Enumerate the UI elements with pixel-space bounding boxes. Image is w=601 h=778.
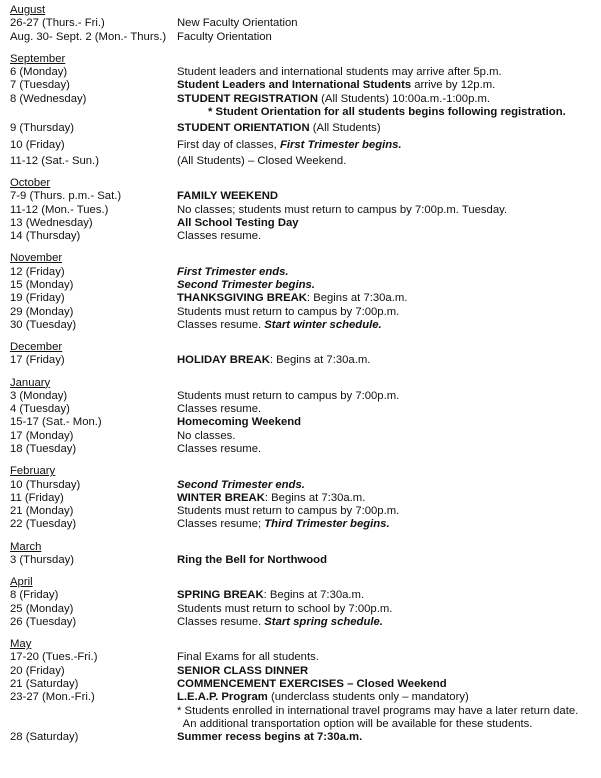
event-date: 22 (Tuesday) <box>10 518 77 531</box>
event-description <box>177 505 595 518</box>
event-text: WINTER BREAK <box>177 491 265 504</box>
event-text: Classes resume. <box>177 616 265 628</box>
event-date: 23-27 (Mon.-Fri.) <box>10 691 95 704</box>
event-description <box>177 204 595 217</box>
event-description <box>177 122 595 135</box>
event-text: No classes. <box>177 429 236 442</box>
event-description <box>177 266 595 279</box>
month-section-december <box>10 341 595 368</box>
calendar-row <box>10 217 595 230</box>
event-date: 25 (Monday) <box>10 602 74 615</box>
calendar-row <box>10 665 595 678</box>
calendar-row <box>10 204 595 217</box>
event-description <box>177 518 595 531</box>
event-description <box>177 319 595 332</box>
calendar-row <box>10 390 595 403</box>
calendar-row <box>10 403 595 416</box>
event-date: 9 (Thursday) <box>10 122 75 135</box>
calendar-row <box>10 589 595 602</box>
month-heading: August <box>10 4 46 16</box>
event-description <box>177 390 595 403</box>
event-date: Aug. 30- Sept. 2 (Mon.- Thurs.) <box>10 30 167 43</box>
event-description <box>177 79 595 92</box>
calendar-row <box>10 31 595 44</box>
calendar-row <box>10 66 595 79</box>
event-description <box>177 665 595 678</box>
month-section-september <box>10 53 595 168</box>
event-description <box>177 678 595 691</box>
event-note: * Students enrolled in international travel programs may have a later return date. <box>177 704 579 717</box>
event-description <box>177 691 595 731</box>
event-description <box>177 403 595 416</box>
calendar-row <box>10 306 595 319</box>
event-text: Students must return to campus by 7:00p.m. <box>177 389 400 402</box>
calendar-row <box>10 554 595 567</box>
event-date: 17-20 (Tues.-Fri.) <box>10 651 98 664</box>
calendar-row <box>10 416 595 429</box>
event-description <box>177 217 595 230</box>
event-description <box>177 479 595 492</box>
event-text: : Begins at 7:30a.m. <box>306 292 408 305</box>
event-description <box>177 93 595 120</box>
event-text: Student Leaders and International Students <box>177 79 412 92</box>
calendar-row <box>10 190 595 203</box>
event-text: Student leaders and international students may arrive after 5p.m. <box>177 66 502 79</box>
month-section-march <box>10 541 595 568</box>
event-date: 26-27 (Thurs.- Fri.) <box>10 17 105 30</box>
calendar-row <box>10 678 595 691</box>
event-text: Start spring schedule. <box>264 616 383 628</box>
month-section-february <box>10 465 595 531</box>
calendar-row <box>10 505 595 518</box>
event-text: Faculty Orientation <box>177 30 272 43</box>
event-text: First Trimester ends. <box>177 265 289 278</box>
event-date: 3 (Thursday) <box>10 553 75 566</box>
event-date: 6 (Monday) <box>10 66 68 79</box>
event-date: 8 (Friday) <box>10 589 59 602</box>
calendar-row <box>10 93 595 120</box>
event-date: 15-17 (Sat.- Mon.) <box>10 416 102 429</box>
academic-calendar <box>10 4 595 745</box>
calendar-row <box>10 354 595 367</box>
event-text: HOLIDAY BREAK <box>177 354 270 367</box>
calendar-row <box>10 603 595 616</box>
event-text: Classes resume. <box>177 230 262 243</box>
event-description <box>177 292 595 305</box>
month-heading: March <box>10 540 42 553</box>
event-text: First day of classes, <box>177 138 280 151</box>
calendar-row <box>10 122 595 135</box>
event-text: New Faculty Orientation <box>177 17 298 30</box>
event-date: 11 (Friday) <box>10 491 64 504</box>
event-date: 21 (Saturday) <box>10 678 79 691</box>
month-heading: May <box>10 638 32 651</box>
event-date: 28 (Saturday) <box>10 731 79 744</box>
calendar-row <box>10 139 595 152</box>
event-date: 10 (Thursday) <box>10 478 81 491</box>
event-date: 13 (Wednesday) <box>10 216 93 229</box>
event-date: 15 (Monday) <box>10 279 74 292</box>
event-description <box>177 554 595 567</box>
event-description <box>177 651 595 664</box>
event-text: Classes resume. <box>177 443 262 456</box>
event-description <box>177 279 595 292</box>
calendar-row <box>10 492 595 505</box>
event-date: 8 (Wednesday) <box>10 92 87 105</box>
event-date: 3 (Monday) <box>10 389 68 402</box>
event-description <box>177 589 595 602</box>
event-note: * Student Orientation for all students begins following registration. <box>208 105 566 118</box>
calendar-row <box>10 691 595 731</box>
month-section-october <box>10 177 595 243</box>
event-description <box>177 731 595 744</box>
calendar-row <box>10 518 595 531</box>
event-date: 14 (Thursday) <box>10 230 81 243</box>
event-text: : Begins at 7:30a.m. <box>264 491 366 504</box>
month-section-january <box>10 377 595 457</box>
event-text: Students must return to school by 7:00p.m. <box>177 602 393 615</box>
event-text: First Trimester begins. <box>279 138 402 151</box>
calendar-row <box>10 266 595 279</box>
event-date: 30 (Tuesday) <box>10 318 77 331</box>
event-date: 7-9 (Thurs. p.m.- Sat.) <box>10 190 122 203</box>
event-description <box>177 492 595 505</box>
month-heading: September <box>10 52 66 65</box>
event-description <box>177 155 595 168</box>
event-text: Classes resume. <box>177 403 262 416</box>
calendar-row <box>10 230 595 243</box>
event-text: STUDENT ORIENTATION <box>177 122 310 135</box>
calendar-row <box>10 319 595 332</box>
event-description <box>177 31 595 44</box>
event-description <box>177 306 595 319</box>
event-date: 21 (Monday) <box>10 505 74 518</box>
calendar-row <box>10 155 595 168</box>
event-description <box>177 66 595 79</box>
event-text: FAMILY WEEKEND <box>177 190 279 203</box>
event-date: 17 (Friday) <box>10 354 65 367</box>
event-description <box>177 190 595 203</box>
event-description <box>177 603 595 616</box>
event-text: Classes resume; <box>177 518 265 531</box>
event-date: 4 (Tuesday) <box>10 403 70 416</box>
event-text: No classes; students must return to campus by 7:00p.m. Tuesday. <box>177 203 508 216</box>
event-description <box>177 430 595 443</box>
month-heading: April <box>10 576 33 589</box>
month-section-may <box>10 638 595 744</box>
event-text: (underclass students only – mandatory) <box>267 691 469 704</box>
event-text: L.E.A.P. Program <box>177 691 268 704</box>
calendar-row <box>10 443 595 456</box>
event-text: Ring the Bell for Northwood <box>177 553 327 566</box>
event-text: Second Trimester begins. <box>177 279 315 292</box>
event-text: Summer recess begins at 7:30a.m. <box>177 731 363 744</box>
event-text: Students must return to campus by 7:00p.m. <box>177 305 400 318</box>
event-date: 11-12 (Sat.- Sun.) <box>10 154 99 167</box>
event-text: STUDENT REGISTRATION <box>177 92 319 105</box>
event-text: (All Students) 10:00a.m.-1:00p.m. <box>318 92 491 105</box>
event-text: Final Exams for all students. <box>177 651 319 664</box>
event-text: (All Students) – Closed Weekend. <box>177 154 347 167</box>
event-text: : Begins at 7:30a.m. <box>263 589 365 602</box>
month-heading: January <box>10 376 51 389</box>
event-text: Classes resume. <box>177 318 265 331</box>
event-date: 17 (Monday) <box>10 429 74 442</box>
calendar-row <box>10 731 595 744</box>
event-description <box>177 230 595 243</box>
month-section-april <box>10 576 595 629</box>
event-date: 19 (Friday) <box>10 292 65 305</box>
event-date: 11-12 (Mon.- Tues.) <box>10 203 109 216</box>
event-description <box>177 17 595 30</box>
event-description <box>177 139 595 152</box>
event-text: arrive by 12p.m. <box>411 79 496 92</box>
calendar-row <box>10 292 595 305</box>
month-section-november <box>10 252 595 332</box>
calendar-row <box>10 79 595 92</box>
calendar-row <box>10 616 595 629</box>
event-text: All School Testing Day <box>177 216 299 229</box>
event-text: Start winter schedule. <box>264 318 382 331</box>
event-date: 7 (Tuesday) <box>10 79 70 92</box>
event-text: Third Trimester begins. <box>264 518 390 531</box>
event-text: SENIOR CLASS DINNER <box>177 664 309 677</box>
event-date: 12 (Friday) <box>10 265 65 278</box>
event-date: 26 (Tuesday) <box>10 616 77 628</box>
calendar-row <box>10 430 595 443</box>
event-date: 29 (Monday) <box>10 305 74 318</box>
event-text: Students must return to campus by 7:00p.m. <box>177 505 400 518</box>
month-heading: December <box>10 341 63 354</box>
calendar-row <box>10 279 595 292</box>
event-text: Second Trimester ends. <box>177 478 305 491</box>
event-description <box>177 354 595 367</box>
month-heading: October <box>10 177 51 190</box>
event-date: 18 (Tuesday) <box>10 443 77 456</box>
event-note: An additional transportation option will be available for these students. <box>177 717 533 730</box>
calendar-row <box>10 17 595 30</box>
event-date: 10 (Friday) <box>10 138 65 151</box>
event-text: : Begins at 7:30a.m. <box>269 354 371 367</box>
event-description <box>177 443 595 456</box>
event-text: SPRING BREAK <box>177 589 264 602</box>
calendar-row <box>10 479 595 492</box>
month-heading: November <box>10 252 63 265</box>
event-date: 20 (Friday) <box>10 664 65 677</box>
event-text: Homecoming Weekend <box>177 416 302 429</box>
calendar-row <box>10 651 595 664</box>
event-text: COMMENCEMENT EXERCISES – Closed Weekend <box>177 678 447 691</box>
event-text: THANKSGIVING BREAK <box>177 292 307 305</box>
event-text: (All Students) <box>309 122 381 135</box>
month-heading: February <box>10 465 56 478</box>
month-section-august <box>10 4 595 44</box>
event-description <box>177 616 595 629</box>
event-description <box>177 416 595 429</box>
